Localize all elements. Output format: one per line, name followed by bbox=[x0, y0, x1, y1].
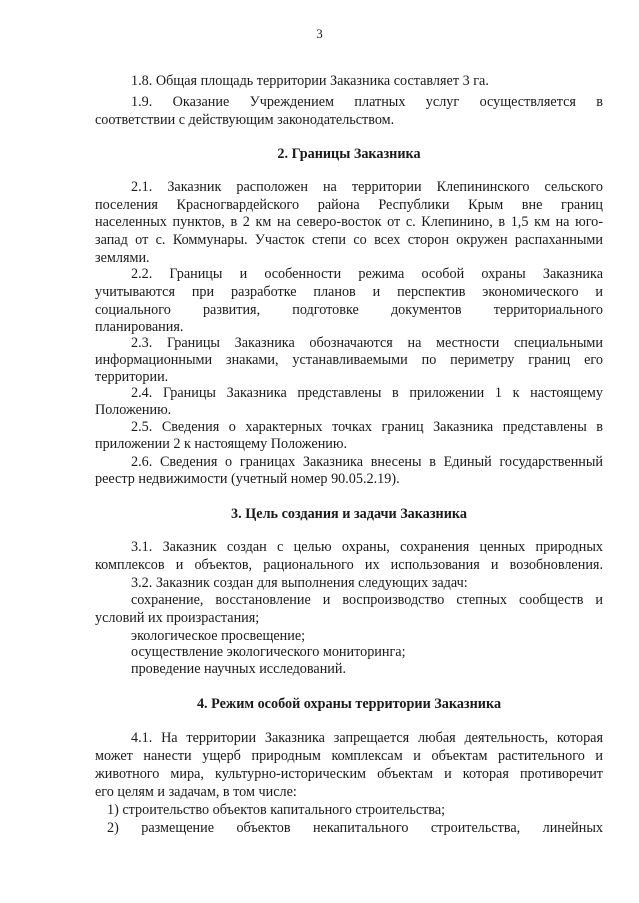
paragraph-line: 1.8. Общая площадь территории Заказника составляет 3 га. bbox=[131, 73, 489, 89]
paragraph-line: может нанести ущерб природным комплексам и объектам растительного и bbox=[95, 748, 603, 764]
paragraph-line: Положению. bbox=[95, 402, 172, 418]
paragraph-line: соответствии с действующим законодательством. bbox=[95, 112, 395, 128]
paragraph-line: социального развития, подготовке документов территориального bbox=[95, 302, 603, 318]
paragraph-line: 2.4. Границы Заказника представлены в приложении 1 к настоящему bbox=[131, 385, 603, 401]
paragraph-line: 2.3. Границы Заказника обозначаются на местности специальными bbox=[131, 335, 603, 351]
paragraph-line: животного мира, культурно-историческим объектам и которая противоречит bbox=[95, 766, 603, 782]
list-item: экологическое просвещение; bbox=[131, 628, 306, 644]
paragraph-line: запад от с. Коммунары. Участок степи со всех сторон окружен распаханными bbox=[95, 232, 603, 248]
paragraph-line: населенных пунктов, в 2 км на северо-восток от с. Клепинино, в 1,5 км на юго- bbox=[95, 214, 603, 230]
paragraph-line: сохранение, восстановление и воспроизводство степных сообществ и bbox=[131, 592, 603, 608]
paragraph-line: 2.2. Границы и особенности режима особой охраны Заказника bbox=[131, 266, 603, 282]
paragraph-line: приложении 2 к настоящему Положению. bbox=[95, 436, 348, 452]
list-item: 1) строительство объектов капитального строительства; bbox=[107, 802, 446, 818]
paragraph-line: условий их произрастания; bbox=[95, 610, 260, 626]
list-item: 2) размещение объектов некапитального строительства, линейных bbox=[107, 820, 603, 836]
paragraph-line: его целям и задачам, в том числе: bbox=[95, 784, 297, 800]
paragraph-line: 2.6. Сведения о границах Заказника внесены в Единый государственный bbox=[131, 454, 603, 470]
paragraph-line: 2.5. Сведения о характерных точках границ Заказника представлены в bbox=[131, 419, 603, 435]
section-heading: 3. Цель создания и задачи Заказника bbox=[231, 506, 467, 522]
paragraph-line: комплексов и объектов, рационального их использования и возобновления. bbox=[95, 557, 603, 573]
list-item: проведение научных исследований. bbox=[131, 661, 347, 677]
page-number: 3 bbox=[316, 26, 323, 41]
section-heading: 4. Режим особой охраны территории Заказника bbox=[196, 696, 502, 712]
paragraph-line: землями. bbox=[95, 250, 150, 266]
paragraph-line: территории. bbox=[95, 369, 169, 385]
paragraph-line: информационными знаками, устанавливаемыми по периметру границ его bbox=[95, 352, 603, 368]
paragraph-line: 1.9. Оказание Учреждением платных услуг осуществляется в bbox=[131, 94, 603, 110]
paragraph-line: 3.1. Заказник создан с целью охраны, сохранения ценных природных bbox=[131, 539, 603, 555]
list-item: осуществление экологического мониторинга; bbox=[131, 644, 406, 660]
paragraph-line: планирования. bbox=[95, 319, 184, 335]
paragraph-line: 4.1. На территории Заказника запрещается любая деятельность, которая bbox=[131, 730, 603, 746]
paragraph-line: реестр недвижимости (учетный номер 90.05.2.19). bbox=[95, 471, 400, 487]
section-heading: 2. Границы Заказника bbox=[277, 146, 421, 162]
paragraph-line: 3.2. Заказник создан для выполнения следующих задач: bbox=[131, 575, 468, 591]
paragraph-line: поселения Красногвардейского района Республики Крым вне границ bbox=[95, 197, 603, 213]
paragraph-line: учитываются при разработке планов и перспектив экономического и bbox=[95, 284, 603, 300]
paragraph-line: 2.1. Заказник расположен на территории Клепининского сельского bbox=[131, 179, 603, 195]
